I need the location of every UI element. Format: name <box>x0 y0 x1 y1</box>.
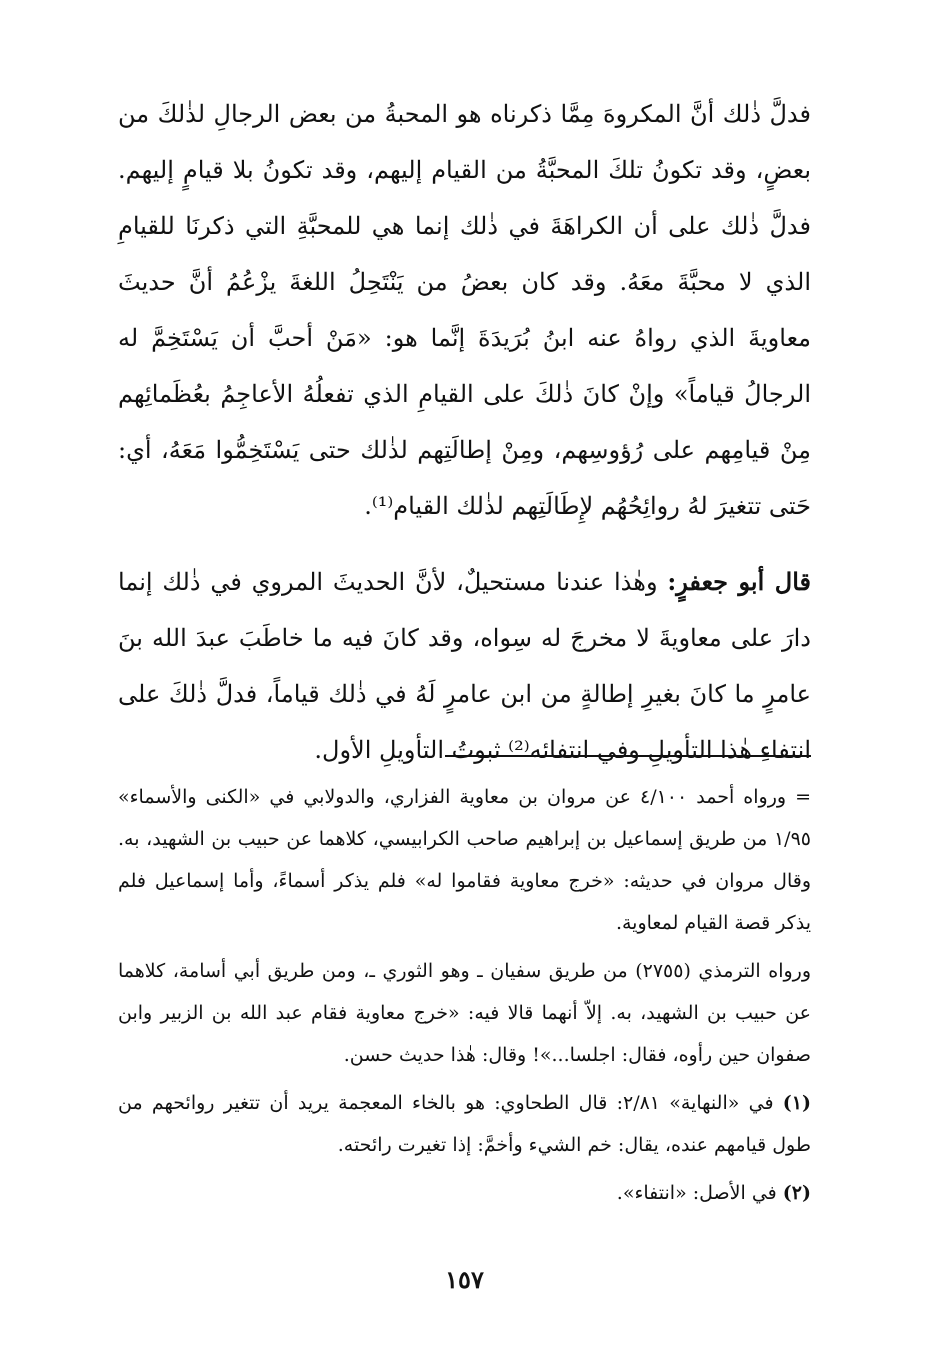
footnote-tirmidhi: ورواه الترمذي (٢٧٥٥) من طريق سفيان ـ وهو الثوري ـ، ومن طريق أبي أسامة، كلاهما عن حبيب بن الشهيد، به. إلاّ أنهما قالا فيه: «خرج معاوية فقام عبد الله بن الزبير وابن صفوان حين رأوه، فقال: اجلسا...»! وقال: هٰذا حديث حسن. <box>118 960 811 1066</box>
main-paragraph-2-body: وهٰذا عندنا مستحيلٌ، لأنَّ الحديثَ المروي في ذٰلك إنما دارَ على معاويةَ لا مخرجَ له سِواه، وقد كانَ فيه ما خاطَبَ عبدَ الله بنَ عامرٍ ما كانَ بغيرِ إطالةٍ من ابن عامرٍ لَهُ في ذٰلك قياماً، فدلَّ ذٰلكَ على انتفاءِ هٰذا التأويلِ وفي انتفائه⁽²⁾ ثبوتُ التأويلِ الأول. <box>118 568 811 764</box>
page-number: ١٥٧ <box>445 1265 484 1294</box>
footnote-1-text: في «النهاية» ٢/٨١: قال الطحاوي: هو بالخاء المعجمة يريد أن تتغير روائحهم من طول قيامهم عنده، يقال: خم الشيء وأخمَّ: إذا تغيرت رائحته. <box>118 1092 811 1156</box>
footnote-2-text: في الأصل: «انتفاء». <box>616 1182 783 1204</box>
footnotes <box>118 776 811 1214</box>
main-paragraph-1: فدلَّ ذٰلك أنَّ المكروهَ مِمَّا ذكرناه هو المحبةُ من بعض الرجالِ لذٰلكَ من بعضٍ، وقد تكونُ تلكَ المحبَّةُ من القيام إليهم، وقد تكونُ بلا قيامٍ إليهم. فدلَّ ذٰلك على أن الكراهَةَ في ذٰلك إنما هي للمحبَّةِ التي ذكرنَا للقيامِ الذي لا محبَّةَ معَهُ. وقد كان بعضُ من يَنْتَحِلُ اللغةَ يزْعُمُ أنَّ حديثَ معاويةَ الذي رواهُ عنه ابنُ بُرَيدَةَ إنَّما هو: «مَنْ أحبَّ أن يَسْتَخِمَّ له الرجالُ قياماً» وإنْ كانَ ذٰلكَ على القيامِ الذي تفعلُهُ الأعاجِمُ بعُظَمائِهم مِنْ قيامِهم على رُؤوسِهم، ومِنْ إطالَتِهم لذٰلك حتى يَسْتَخِمُّوا مَعَهُ، أي: حَتى تتغيرَ لهُ روائِحُهُم لإِطَالَتِهم لذٰلك القيام⁽¹⁾. <box>118 100 811 520</box>
main-text <box>118 86 811 778</box>
footnote-divider <box>445 755 811 757</box>
footnote-2 <box>118 1172 811 1214</box>
main-paragraph-2 <box>118 554 811 778</box>
footnote-1 <box>118 1082 811 1166</box>
speaker-label: قال أبو جعفرٍ: <box>667 567 811 596</box>
footnote-2-marker: (٢) <box>782 1182 811 1204</box>
footnote-continuation: = ورواه أحمد ٤/١٠٠ عن مروان بن معاوية الفزاري، والدولابي في «الكنى والأسماء» ١/٩٥ من طريق إسماعيل بن إبراهيم صاحب الكرابيسي، كلاهما عن حبيب بن الشهيد، به. وقال مروان في حديثه: «خرج معاوية فقاموا له» فلم يذكر أسماءً، وأما إسماعيل فلم يذكر قصة القيام لمعاوية. <box>118 786 812 934</box>
footnote-1-marker: (١) <box>782 1092 811 1114</box>
